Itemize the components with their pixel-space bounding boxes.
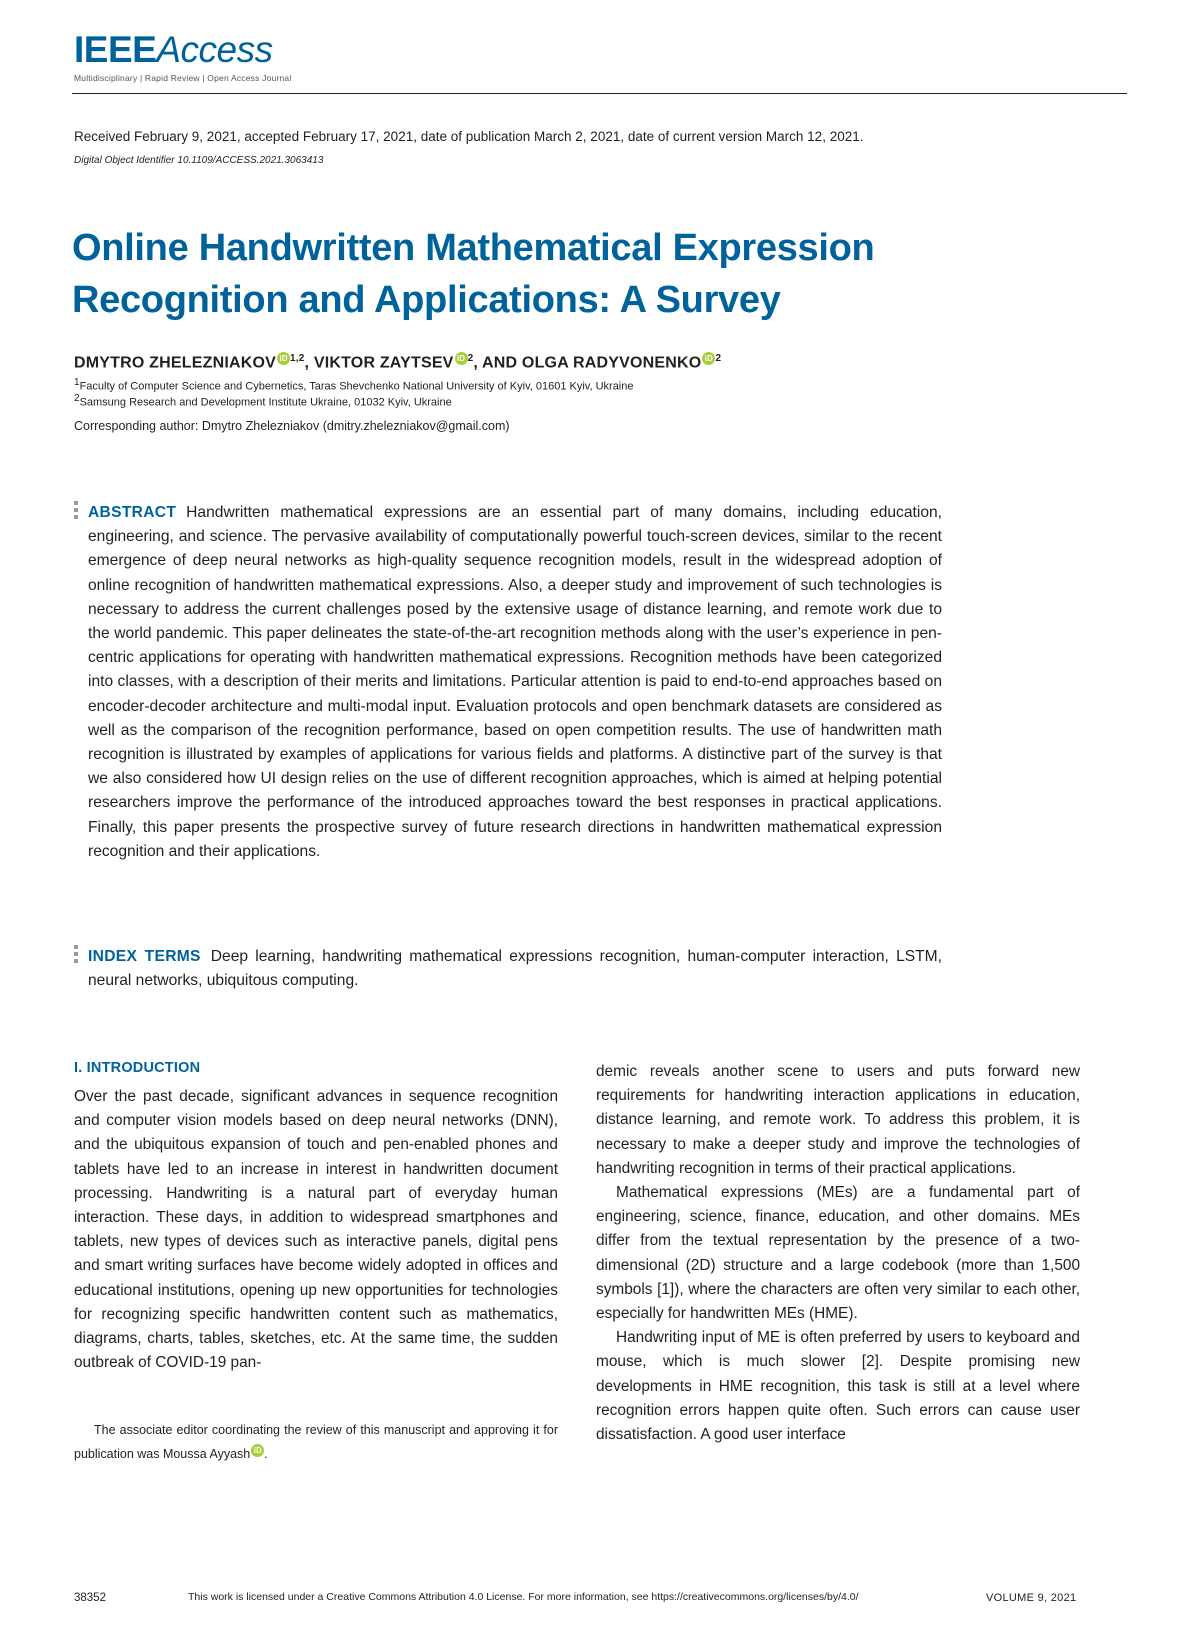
orcid-icon[interactable]: iD — [251, 1444, 264, 1457]
author-1-affil: 1,2 — [290, 353, 305, 364]
index-terms-text: Deep learning, handwriting mathematical expressions recognition, human-computer interaction, LSTM, neural networks, ubiquitous computing. — [88, 948, 943, 990]
right-column — [596, 1060, 1080, 1447]
affiliation-2 — [74, 393, 452, 409]
author-2: , VIKTOR ZAYTSEV — [304, 354, 454, 372]
logo-access: Access — [156, 29, 273, 70]
index-terms — [88, 945, 942, 993]
section-heading: I. INTRODUCTION — [74, 1060, 201, 1076]
received-dates: Received February 9, 2021, accepted February 17, 2021, date of publication March 2, 2021, date of current version March 12, 2021. — [74, 129, 864, 144]
orcid-icon[interactable]: iD — [277, 352, 290, 365]
affiliation-1-number: 1 — [74, 377, 80, 388]
index-terms-label: INDEX TERMS — [88, 948, 201, 965]
abstract-marker-icon — [74, 501, 78, 522]
paragraph: Mathematical expressions (MEs) are a fundamental part of engineering, science, finance, education, and other domains. MEs differ from the textual representation by the presence of a two-dimensional (2D) structure and a large codebook (more than 1,500 symbols [1]), where the characters are often very similar to each other, especially for handwritten MEs (HME). — [596, 1184, 1080, 1323]
author-3-affil: 2 — [715, 353, 722, 364]
corresponding-author: Corresponding author: Dmytro Zhelezniakov (dmitry.zhelezniakov@gmail.com) — [74, 419, 510, 433]
author-list — [74, 352, 721, 372]
paper-title: Online Handwritten Mathematical Expression Recognition and Applications: A Survey — [72, 227, 875, 321]
orcid-icon[interactable]: iD — [702, 352, 715, 365]
editor-footnote: The associate editor coordinating the review of this manuscript and approving it for publication was Moussa Ayyash iD . — [74, 1423, 558, 1461]
index-terms-marker-icon — [74, 945, 78, 966]
orcid-icon[interactable]: iD — [455, 352, 468, 365]
journal-tagline: Multidisciplinary | Rapid Review | Open Access Journal — [74, 73, 292, 83]
affiliation-1 — [74, 377, 634, 393]
header-rule — [72, 93, 1127, 94]
logo-ieee: IEEE — [74, 29, 157, 70]
paragraph: demic reveals another scene to users and puts forward new requirements for handwriting interaction applications in education, distance learning, and remote work. To address this problem, it is necessary to make a deeper study and improve the technologies of handwriting recognition in terms of their practical applications. — [596, 1063, 1080, 1177]
footnote-text: The associate editor coordinating the review of this manuscript and approving it for publication was Moussa Ayyash — [74, 1423, 558, 1461]
left-column — [74, 1085, 558, 1375]
doi: Digital Object Identifier 10.1109/ACCESS.2021.3063413 — [74, 155, 324, 166]
page-number: 38352 — [74, 1592, 106, 1604]
affiliation-2-text: Samsung Research and Development Institute Ukraine, 01032 Kyiv, Ukraine — [79, 396, 452, 409]
paragraph: Over the past decade, significant advances in sequence recognition and computer vision models based on deep neural networks (DNN), and the ubiquitous expansion of touch and pen-enabled phones and tablets have led to an increase in interest in handwritten document processing. Handwriting is a natural part of everyday human interaction. These days, in addition to widespread smartphones and tablets, new types of devices such as interactive panels, digital pens and smart writing surfaces have become widely adopted in offices and educational institutions, opening up new opportunities for technologies for recognizing specific handwritten content such as mathematics, diagrams, charts, tables, sketches, etc. At the same time, the sudden outbreak of COVID-19 pan- — [74, 1088, 558, 1372]
license-notice[interactable]: This work is licensed under a Creative Commons Attribution 4.0 License. For more information, see https://creativecommons.org/licenses/by/4.0/ — [188, 1591, 859, 1603]
abstract-text: Handwritten mathematical expressions are an essential part of many domains, including education, engineering, and science. The pervasive availability of computationally powerful touch-screen devices, similar to the recent emergence of deep neural networks as high-quality sequence recognition models, result in the widespread adoption of online recognition of handwritten mathematical expressions. Also, a deeper study and improvement of such technologies is necessary to address the current challenges posed by the extensive usage of distance learning, and remote work due to the world pandemic. This paper delineates the state-of-the-art recognition methods along with the user’s experience in pen-centric applications for operating with handwritten mathematical expressions. Recognition methods have been categorized into classes, with a description of their merits and limitations. Particular attention is paid to end-to-end approaches based on encoder-decoder architecture and multi-modal input. Evaluation protocols and open benchmark datasets are considered as well as the comparison of the recognition performance, based on open competition results. The use of handwritten math recognition is illustrated by examples of applications for various fields and platforms. A distinctive part of the survey is that we also considered how UI design relies on the use of different recognition approaches, which is aimed at helping potential researchers improve the performance of the introduced approaches toward the best responses in practical applications. Finally, this paper presents the prospective survey of future research directions in handwritten mathematical expression recognition and their applications. — [88, 504, 942, 860]
author-3: , AND OLGA RADYVONENKO — [473, 354, 702, 372]
abstract-label: ABSTRACT — [88, 504, 177, 521]
affiliation-2-number: 2 — [74, 393, 80, 404]
author-2-affil: 2 — [467, 353, 474, 364]
abstract — [88, 501, 942, 864]
affiliation-1-text: Faculty of Computer Science and Cybernetics, Taras Shevchenko National University of Kyiv, 01601 Kyiv, Ukraine — [79, 380, 634, 393]
author-1: DMYTRO ZHELEZNIAKOV — [74, 354, 277, 372]
volume-label: VOLUME 9, 2021 — [986, 1592, 1077, 1604]
paragraph: Handwriting input of ME is often preferred by users to keyboard and mouse, which is much slower [2]. Despite promising new developments in HME recognition, this task is still at a level where recognition errors happen quite often. Such errors can cause user dissatisfaction. A good user interface — [596, 1329, 1080, 1444]
journal-logo — [74, 30, 273, 70]
